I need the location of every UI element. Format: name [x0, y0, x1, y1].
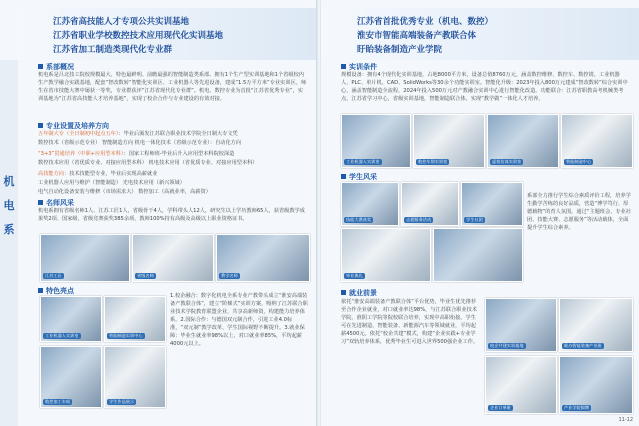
feature-photo-3 — [40, 346, 102, 408]
facility-caption-2: 数控车削实训室 — [418, 159, 448, 164]
majors-sub2-text: ：国家工程师班-毕业后升入应用型本科院校深造 — [123, 151, 235, 157]
majors-row3a: 工业机器人应用与维护（智能制造） 光电技术应用（新兴领域） — [38, 180, 185, 186]
employment-caption-1: 校企共建实训基地 — [490, 343, 524, 348]
employment-photo-1 — [485, 298, 557, 352]
facility-caption-4: 智能制造中心 — [566, 159, 592, 164]
left-banner — [18, 8, 318, 60]
feature-photo-4 — [104, 346, 166, 408]
students-text: 系部全力推行学生综合素质评价工程，培养学生勤学苦练的良好品质，营造“博学笃行、厚德载物”的育人氛围。通过“主题班会、专业社团、技能大赛、志愿服务”等活动载体，全面提升学生综合素养。 — [527, 193, 631, 231]
majors-sub1-text: ：毕业后颁发江苏联合职业技术学院全日制大专文凭 — [118, 131, 238, 137]
student-photo-2 — [401, 182, 459, 226]
banner-title-2: 江苏省职业学校数控技术应用现代化实训基地 — [53, 31, 224, 41]
facility-photo-4 — [561, 114, 633, 168]
employment-photo-4 — [559, 356, 633, 414]
teacher-caption-3: 教学名师 — [221, 273, 238, 278]
employment-caption-2: 联办智能装备产业班 — [564, 343, 602, 348]
feature-caption-2: 智能制造实训中心 — [109, 333, 143, 338]
features-text: 1.校企融合：数字化机电全系专业产教带头成立“淮安高端装备产教联合体”，建立“阶梯式”实训方案，吸纳了江苏联合职业技术学院教育联盟企业，共享高新师资，构建能力培养体系。2.国际合作：与德国双元制合作，引进工业4.0标准，“双元制”教学改革，学生国际视野不断提升。3.就业保障：毕业生就业率98%以上，对口就业率85%，平均起薪4000元以上。 — [170, 293, 308, 347]
banner-title-3: 江苏省加工制造类现代化专业群 — [53, 45, 173, 55]
feature-caption-1: 工业机器人实训室 — [45, 333, 79, 338]
facility-photo-3 — [487, 114, 559, 168]
teacher-photo-3 — [216, 234, 310, 282]
feature-photo-1 — [40, 296, 102, 342]
facility-photo-2 — [413, 114, 485, 168]
majors-heading: 专业设置及培养方向 — [38, 121, 109, 131]
facility-caption-3: 虚拟仿真实训室 — [492, 159, 522, 164]
employment-caption-4: 产业学院揭牌 — [564, 405, 590, 410]
majors-row3b: 电气自动化设备安装与维修（市场需求大） 数控加工（高就业率，高薪资） — [38, 189, 211, 195]
right-page — [321, 0, 639, 426]
facility-photo-1 — [341, 114, 411, 168]
intro-heading: 系部概况 — [38, 62, 74, 72]
majors-row2: 数控技术应用（省优质专业、对接应用型本科） 机电技术应用（省优质专业、对接应用型本科） — [38, 160, 258, 166]
majors-sub2-title: “3+3”贯通培养（中职+应用型本科） — [38, 151, 124, 157]
employment-caption-3: 企业订单班 — [490, 405, 511, 410]
majors-sub1 — [38, 130, 310, 138]
employment-photo-2 — [559, 298, 633, 352]
teacher-caption-2: 省级名师 — [137, 273, 154, 278]
facilities-heading: 实训条件 — [341, 62, 377, 72]
majors-sub1-title: 五年制大专（全日制初中起点五年） — [38, 131, 119, 137]
employment-text: 依托“淮安高端装备产教联合体”平台优势，毕业生优先推荐至合作企业就业，对口就业率达98%，与江苏联合职业技术学院、淮阴工学院等院校联合培养，实现中高职衔接。学生可在先进制造、智能装备、新能源汽车等领域就业，平均起薪4500元。依托“校企共建”模式，构建“企业实践+专业学习”双轨培养体系，优秀毕业生可进入世界500强企业工作。 — [341, 299, 479, 345]
majors-sub2 — [38, 150, 310, 158]
students-heading: 学生风采 — [341, 172, 377, 182]
feature-caption-3: 数控加工车间 — [45, 399, 71, 404]
banner-title-1: 江苏省高技能人才专项公共实训基地 — [53, 17, 190, 27]
teacher-caption-1: 江苏工匠 — [45, 273, 62, 278]
intro-text: 机电系是吕北技工院校规模最大、特色最鲜明、前瞻最强的智能制造类系部。拥有1个生产型实训基地和1个省级校内生产教学融合实践基地，配套“智改数转”智能化实训区、工业机器人等先进设备，建成“1.5万平方米”专业实训区。师生在省市技能大赛中屡获一等奖，专业群获评“江苏省现代化专业群”。机电、数控专业为首批“江苏省优秀专业”，实训基地为“江苏省高技能人才培养基地”，实现了校企合作与专业建设的有效对接。 — [38, 72, 307, 102]
student-caption-4: 毕业典礼 — [346, 273, 363, 278]
majors-sub3-text: 技术技能型专业，毕业后实现高薪就业 — [69, 171, 158, 177]
teachers-heading: 名师风采 — [38, 198, 74, 208]
student-caption-2: 志愿服务活动 — [406, 217, 432, 222]
student-caption-3: 学生社团 — [466, 217, 483, 222]
left-page — [0, 0, 318, 426]
right-banner-title-2: 淮安市智能高端装备产教联合体 — [357, 31, 477, 41]
page-number: 11-12 — [618, 417, 633, 423]
teachers-text: 机电系拥有省级名师1人、江苏工匠1人，省级骨干4人，学科带头人12人，研究生以上学历教师65人，获省级教学成果奖2项、国家级、省级竞赛获奖385余项，教师100%持有高级及高级以上职业资格证书。 — [38, 208, 305, 222]
employment-heading: 就业前景 — [341, 288, 377, 298]
student-photo-3 — [461, 182, 523, 226]
features-heading: 特色亮点 — [38, 286, 74, 296]
teacher-photo-2 — [132, 234, 214, 282]
student-photo-5 — [433, 228, 523, 282]
right-banner-title-1: 江苏省首批优秀专业（机电、数控） — [357, 17, 494, 27]
feature-caption-4: 学生作品展示 — [109, 399, 135, 404]
department-label: 机 电 系 — [3, 175, 15, 236]
feature-photo-2 — [104, 296, 166, 342]
employment-photo-3 — [485, 356, 557, 414]
right-banner — [321, 8, 639, 60]
student-photo-1 — [341, 182, 399, 226]
majors-row1: 数控技术（省级示范专业） 智能制造方向 机电一体化技术（省级示范专业）：自动化方向 — [38, 140, 242, 146]
facility-caption-1: 工业机器人实训室 — [346, 159, 380, 164]
right-banner-title-3: 盱眙装备制造产业学院 — [357, 45, 443, 55]
department-sidebar — [0, 60, 18, 426]
facilities-text: 规模设备：拥有4个现代化实训基地，占地8000平方米，设备总值8760万元，涵盖数控维修、数控车、数控铣、工业机器人、PLC、单片机、CAD、SolidWorks等30余个功能实训室。智能化升级：2023年投入800万元建成“智改数转”综合实训中心，涵盖智能制造全流程，2024年投入500万元对产教融合实训中心进行智能化改造。功能联合：江苏省职教高考机械类考点，江苏省学习中心，省级实训基地，智能制造联合体，实现“教学做”一体化人才培养。 — [341, 72, 628, 102]
teacher-photo-1 — [40, 234, 130, 282]
student-photo-4 — [341, 228, 431, 282]
majors-sub3-title: 高技能方向： — [38, 171, 70, 177]
majors-sub3 — [38, 170, 310, 178]
student-caption-1: 技能大赛获奖 — [346, 217, 372, 222]
